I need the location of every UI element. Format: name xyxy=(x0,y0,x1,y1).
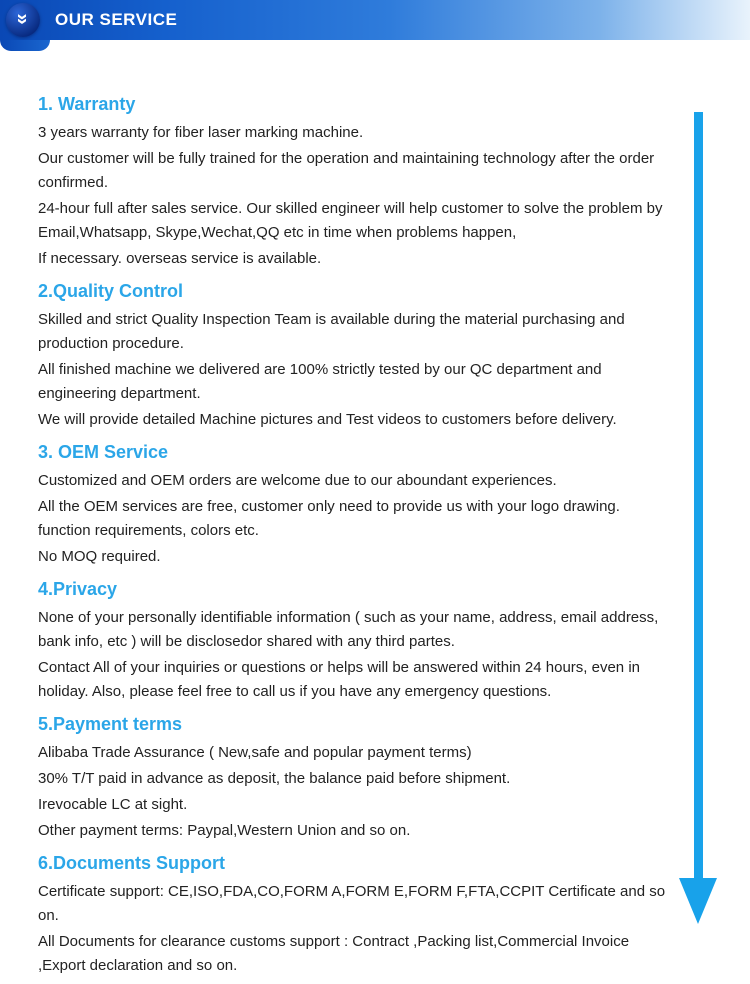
header-bar xyxy=(0,0,750,40)
section-title: 3. OEM Service xyxy=(38,442,169,462)
paragraph: 30% T/T paid in advance as deposit, the balance paid before shipment. xyxy=(38,770,511,787)
paragraph: Our customer will be fully trained for the operation and maintaining technology after the order confirmed. xyxy=(38,150,655,191)
content xyxy=(38,92,676,980)
section-payment-terms xyxy=(38,712,676,843)
paragraph: All finished machine we delivered are 100% strictly tested by our QC department and engineering department. xyxy=(38,361,602,402)
section-title: 2.Quality Control xyxy=(38,281,184,301)
section-privacy xyxy=(38,577,676,704)
section-documents-support xyxy=(38,851,676,978)
paragraph: Skilled and strict Quality Inspection Team is available during the material purchasing and production procedure. xyxy=(38,311,625,352)
double-chevron-down-icon: » xyxy=(12,13,34,25)
paragraph: Alibaba Trade Assurance ( New,safe and popular payment terms) xyxy=(38,744,472,761)
section-quality-control xyxy=(38,279,676,432)
section-oem-service xyxy=(38,440,676,569)
header-bar-tab xyxy=(0,40,50,51)
arrow-shaft xyxy=(694,112,703,880)
paragraph: All Documents for clearance customs support : Contract ,Packing list,Commercial Invoice ,Export declaration and so on. xyxy=(38,933,630,974)
paragraph: None of your personally identifiable information ( such as your name, address, email address, bank info, etc ) will be disclosedor shared with any third partes. xyxy=(38,609,659,650)
paragraph: 24-hour full after sales service. Our skilled engineer will help customer to solve the problem by Email,Whatsapp, Skype,Wechat,QQ etc in time when problems happen, xyxy=(38,200,663,241)
paragraph: Certificate support: CE,ISO,FDA,CO,FORM A,FORM E,FORM F,FTA,CCPIT Certificate and so on. xyxy=(38,883,666,924)
paragraph: We will provide detailed Machine pictures and Test videos to customers before delivery. xyxy=(38,411,617,428)
paragraph: If necessary. overseas service is available. xyxy=(38,250,322,267)
arrow-head xyxy=(679,878,717,924)
paragraph: No MOQ required. xyxy=(38,548,161,565)
paragraph: Other payment terms: Paypal,Western Union and so on. xyxy=(38,822,411,839)
paragraph: Contact All of your inquiries or questions or helps will be answered within 24 hours, even in holiday. Also, please feel free to call us if you have any emergency questions. xyxy=(38,659,640,700)
page-title: OUR SERVICE xyxy=(55,10,178,29)
section-warranty xyxy=(38,92,676,271)
paragraph: All the OEM services are free, customer only need to provide us with your logo drawing. function requirements, colors etc. xyxy=(38,498,620,539)
section-title: 5.Payment terms xyxy=(38,714,183,734)
section-title: 1. Warranty xyxy=(38,94,136,114)
section-title: 6.Documents Support xyxy=(38,853,226,873)
paragraph: 3 years warranty for fiber laser marking machine. xyxy=(38,124,364,141)
section-title: 4.Privacy xyxy=(38,579,118,599)
chevron-badge xyxy=(6,3,40,37)
paragraph: Customized and OEM orders are welcome due to our aboundant experiences. xyxy=(38,472,557,489)
paragraph: Irevocable LC at sight. xyxy=(38,796,188,813)
